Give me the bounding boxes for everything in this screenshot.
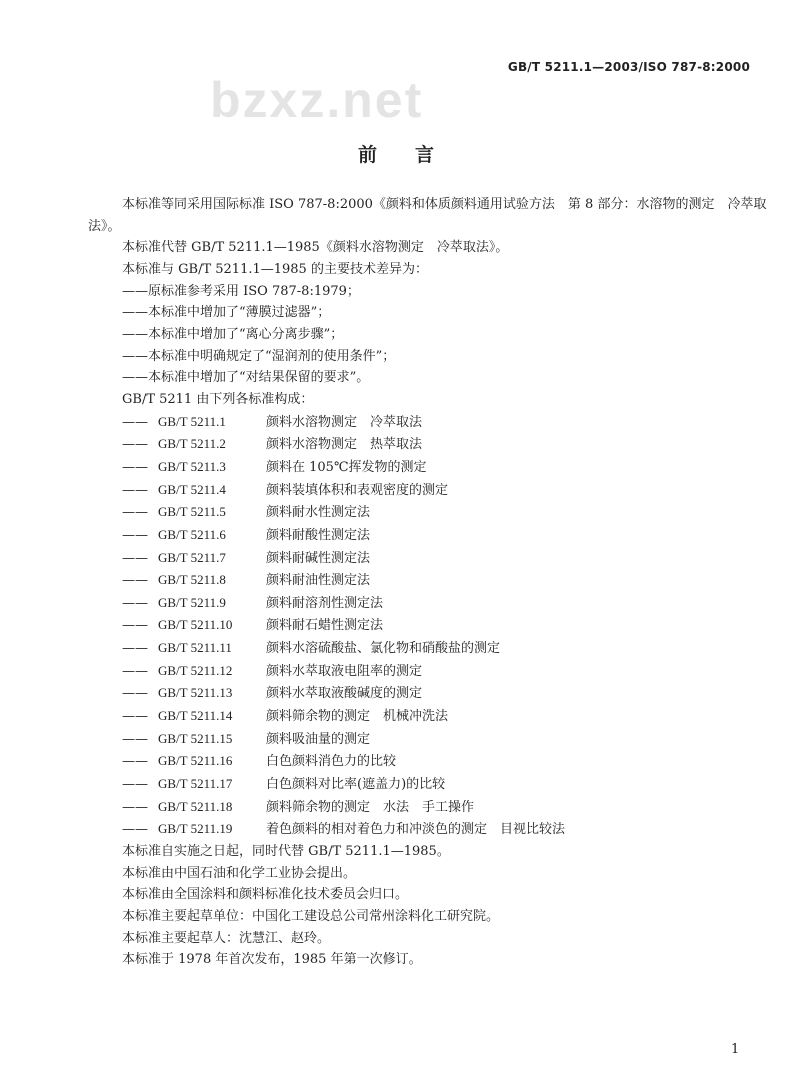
- standard-title: 白色颜料消色力的比较: [266, 754, 397, 770]
- standard-code: GB/T 5211.9: [158, 594, 226, 610]
- list-item: [88, 433, 778, 456]
- list-item: [88, 750, 778, 773]
- list-item: [88, 796, 778, 819]
- list-item: [88, 705, 778, 728]
- list-item: [88, 773, 778, 796]
- standard-code: GB/T 5211.5: [158, 504, 226, 520]
- standard-code: GB/T 5211.14: [158, 708, 233, 724]
- paragraph: ——本标准中增加了“对结果保留的要求”。: [122, 370, 370, 386]
- standard-title: 颜料吸油量的测定: [266, 731, 371, 747]
- standard-title: 颜料水溶硫酸盐、氯化物和硝酸盐的测定: [266, 641, 501, 657]
- paragraph: 本标准于 1978 年首次发布，1985 年第一次修订。: [122, 952, 422, 968]
- standard-code: GB/T 5211.17: [158, 776, 233, 792]
- paragraph: 本标准主要起草单位：中国化工建设总公司常州涂料化工研究院。: [122, 909, 500, 924]
- page-title: 前言: [357, 144, 472, 166]
- list-item: [88, 569, 778, 592]
- list-dash: ——: [122, 799, 148, 815]
- standard-code: GB/T 5211.7: [158, 549, 226, 565]
- standard-title: 颜料耐溶剂性测定法: [266, 595, 384, 611]
- standard-code: GB/T 5211.11: [158, 640, 232, 656]
- list-dash: ——: [122, 822, 148, 838]
- page-number: 1: [731, 1042, 740, 1057]
- list-item: [88, 614, 778, 637]
- standard-title: 颜料装填体积和表观密度的测定: [266, 482, 449, 498]
- parts-list: [88, 411, 778, 841]
- standard-title: 着色颜料的相对着色力和冲淡色的测定 目视比较法: [266, 822, 566, 838]
- paragraph: 本标准由全国涂料和颜料标准化技术委员会归口。: [122, 887, 409, 903]
- list-dash: ——: [122, 618, 148, 634]
- standard-title: 颜料耐石蜡性测定法: [266, 618, 384, 634]
- paragraph: ——本标准中增加了“离心分离步骤”；: [122, 326, 344, 342]
- standard-code: GB/T 5211.15: [158, 730, 233, 746]
- paragraph: GB/T 5211 由下列各标准构成：: [122, 391, 314, 407]
- list-dash: ——: [122, 663, 148, 679]
- list-dash: ——: [122, 414, 148, 430]
- watermark: bzxz.net: [210, 72, 424, 128]
- document-header-code: GB/T 5211.1—2003/ISO 787-8:2000: [507, 60, 750, 74]
- list-item: [88, 637, 778, 660]
- list-dash: ——: [122, 459, 148, 475]
- standard-code: GB/T 5211.2: [158, 436, 226, 452]
- list-item: [88, 682, 778, 705]
- standard-title: 颜料耐水性测定法: [266, 505, 371, 521]
- standard-code: GB/T 5211.4: [158, 481, 226, 497]
- list-item: [88, 501, 778, 524]
- list-item: [88, 411, 778, 434]
- paragraph: ——本标准中明确规定了“湿润剂的使用条件”；: [122, 348, 396, 364]
- standard-code: GB/T 5211.12: [158, 662, 233, 678]
- list-item: [88, 592, 778, 615]
- paragraph: 本标准与 GB/T 5211.1—1985 的主要技术差异为：: [122, 261, 428, 277]
- list-dash: ——: [122, 595, 148, 611]
- standard-title: 颜料水溶物测定 冷萃取法: [266, 414, 423, 430]
- list-dash: ——: [122, 505, 148, 521]
- foreword-body: [88, 194, 778, 971]
- paragraph: 本标准等同采用国际标准 ISO 787-8:2000《颜料和体质颜料通用试验方法 第 8 部分：水溶物的测定 冷萃取法》。: [88, 197, 767, 234]
- closing-paragraphs: [88, 841, 778, 971]
- paragraph: ——原标准参考采用 ISO 787-8:1979；: [122, 283, 360, 299]
- standard-title: 颜料筛余物的测定 水法 手工操作: [266, 799, 475, 815]
- paragraph: 本标准由中国石油和化学工业协会提出。: [122, 865, 357, 881]
- standard-code: GB/T 5211.6: [158, 526, 226, 542]
- list-dash: ——: [122, 482, 148, 498]
- standard-title: 白色颜料对比率(遮盖力)的比较: [266, 777, 446, 793]
- standard-code: GB/T 5211.10: [158, 617, 233, 633]
- list-item: [88, 728, 778, 751]
- paragraph: ——本标准中增加了“薄膜过滤器”；: [122, 305, 331, 321]
- intro-paragraphs: [88, 194, 778, 411]
- standard-title: 颜料耐碱性测定法: [266, 550, 371, 566]
- paragraph: 本标准主要起草人：沈慧江、赵玲。: [122, 930, 331, 946]
- standard-title: 颜料筛余物的测定 机械冲洗法: [266, 709, 449, 725]
- standard-title: 颜料耐油性测定法: [266, 573, 371, 589]
- standard-code: GB/T 5211.8: [158, 572, 226, 588]
- list-dash: ——: [122, 754, 148, 770]
- standard-code: GB/T 5211.13: [158, 685, 233, 701]
- paragraph: 本标准代替 GB/T 5211.1—1985《颜料水溶物测定 冷萃取法》。: [122, 240, 509, 256]
- list-dash: ——: [122, 641, 148, 657]
- standard-title: 颜料水萃取液酸碱度的测定: [266, 686, 423, 702]
- list-item: [88, 479, 778, 502]
- standard-code: GB/T 5211.18: [158, 798, 233, 814]
- standard-title: 颜料耐酸性测定法: [266, 527, 371, 543]
- list-dash: ——: [122, 550, 148, 566]
- list-item: [88, 818, 778, 841]
- list-dash: ——: [122, 686, 148, 702]
- list-item: [88, 660, 778, 683]
- list-dash: ——: [122, 437, 148, 453]
- standard-code: GB/T 5211.19: [158, 821, 233, 837]
- list-dash: ——: [122, 777, 148, 793]
- list-item: [88, 456, 778, 479]
- list-item: [88, 547, 778, 570]
- list-dash: ——: [122, 573, 148, 589]
- list-dash: ——: [122, 731, 148, 747]
- standard-title: 颜料水溶物测定 热萃取法: [266, 437, 423, 453]
- list-dash: ——: [122, 709, 148, 725]
- standard-code: GB/T 5211.1: [158, 413, 226, 429]
- standard-title: 颜料水萃取液电阻率的测定: [266, 663, 423, 679]
- standard-code: GB/T 5211.3: [158, 458, 226, 474]
- list-dash: ——: [122, 527, 148, 543]
- standard-title: 颜料在 105℃挥发物的测定: [266, 459, 427, 475]
- list-item: [88, 524, 778, 547]
- paragraph: 本标准自实施之日起，同时代替 GB/T 5211.1—1985。: [122, 844, 450, 860]
- standard-code: GB/T 5211.16: [158, 753, 233, 769]
